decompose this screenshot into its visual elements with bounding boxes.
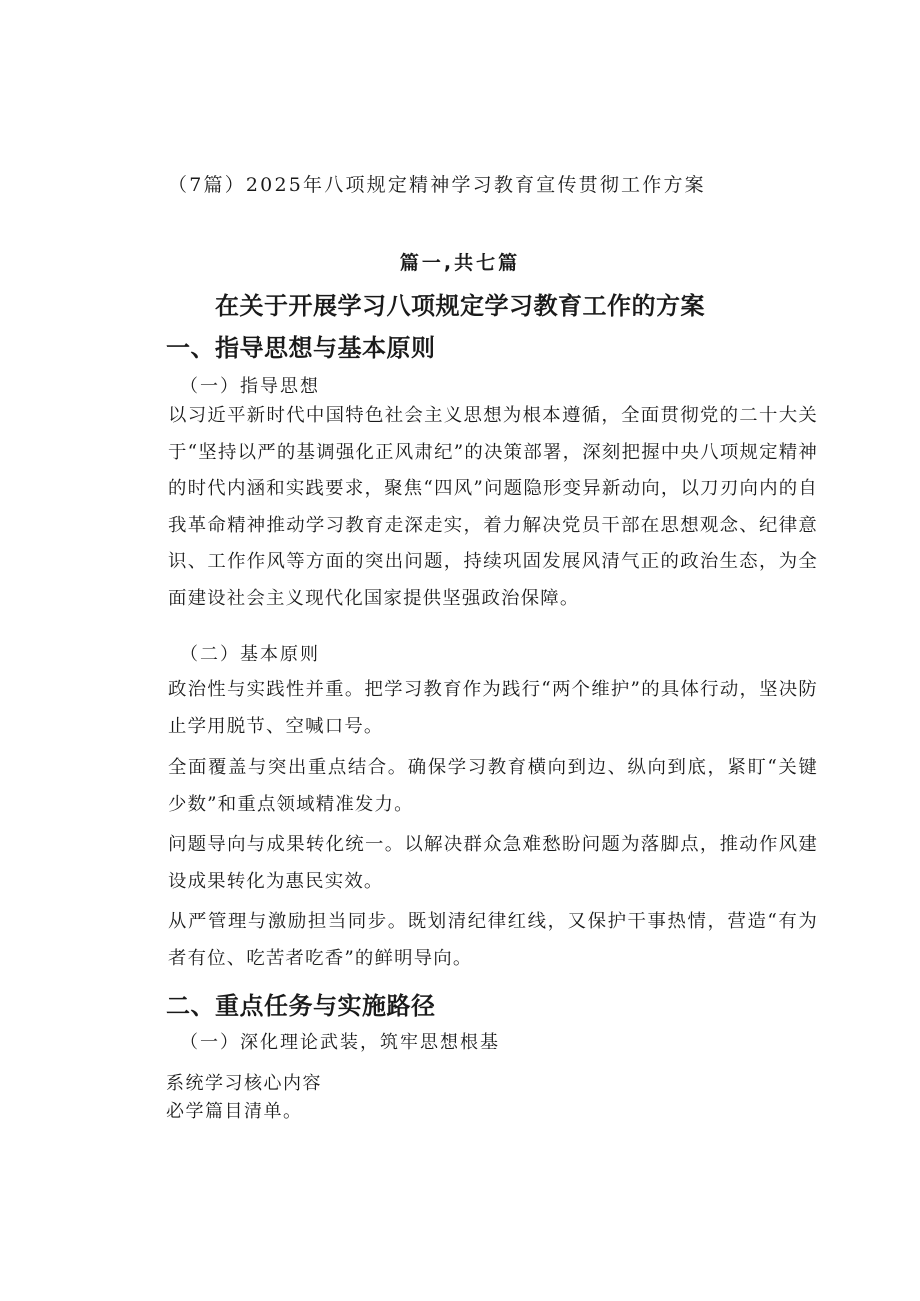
subsection-heading-2-1: （一）深化理论武装，筑牢思想根基 (180, 1032, 500, 1053)
subsection-heading-1-1: （一）指导思想 (180, 376, 320, 397)
section-heading-1: 一、指导思想与基本原则 (166, 334, 436, 362)
paragraph-guiding-thought: 以习近平新时代中国特色社会主义思想为根本遵循，全面贯彻党的二十大关于“坚持以严的基调强化正风肃纪”的决策部署，深刻把握中央八项规定精神的时代内涵和实践要求，聚焦“四风”问题隐形变异新动向，以刀刃向内的自我革命精神推动学习教育走深走实，着力解决党员干部在思想观念、纪律意识、工作作风等方面的突出问题，持续巩固发展风清气正的政治生态，为全面建设社会主义现代化国家提供坚强政治保障。 (168, 405, 818, 609)
paragraph-principle-3: 问题导向与成果转化统一。以解决群众急难愁盼问题为落脚点，推动作风建设成果转化为惠民实效。 (168, 834, 818, 892)
section-heading-2: 二、重点任务与实施路径 (166, 992, 436, 1020)
paragraph-principle-1: 政治性与实践性并重。把学习教育作为践行“两个维护”的具体行动，坚决防止学用脱节、空喊口号。 (168, 679, 818, 737)
paragraph-principle-2: 全面覆盖与突出重点结合。确保学习教育横向到边、纵向到底，紧盯“关键少数”和重点领域精准发力。 (168, 757, 818, 815)
document-title: （7篇）2025年八项规定精神学习教育宣传贯彻工作方案 (168, 174, 706, 196)
content-line: 必学篇目清单。 (166, 1101, 303, 1122)
main-heading: 在关于开展学习八项规定学习教育工作的方案 (215, 292, 705, 320)
subsection-heading-1-2: （二）基本原则 (180, 644, 320, 665)
paragraph-principle-4: 从严管理与激励担当同步。既划清纪律红线，又保护干事热情，营造“有为者有位、吃苦者吃香”的鲜明导向。 (168, 911, 818, 969)
content-line: 系统学习核心内容 (166, 1073, 322, 1094)
part-label: 篇一,共七篇 (399, 252, 521, 274)
